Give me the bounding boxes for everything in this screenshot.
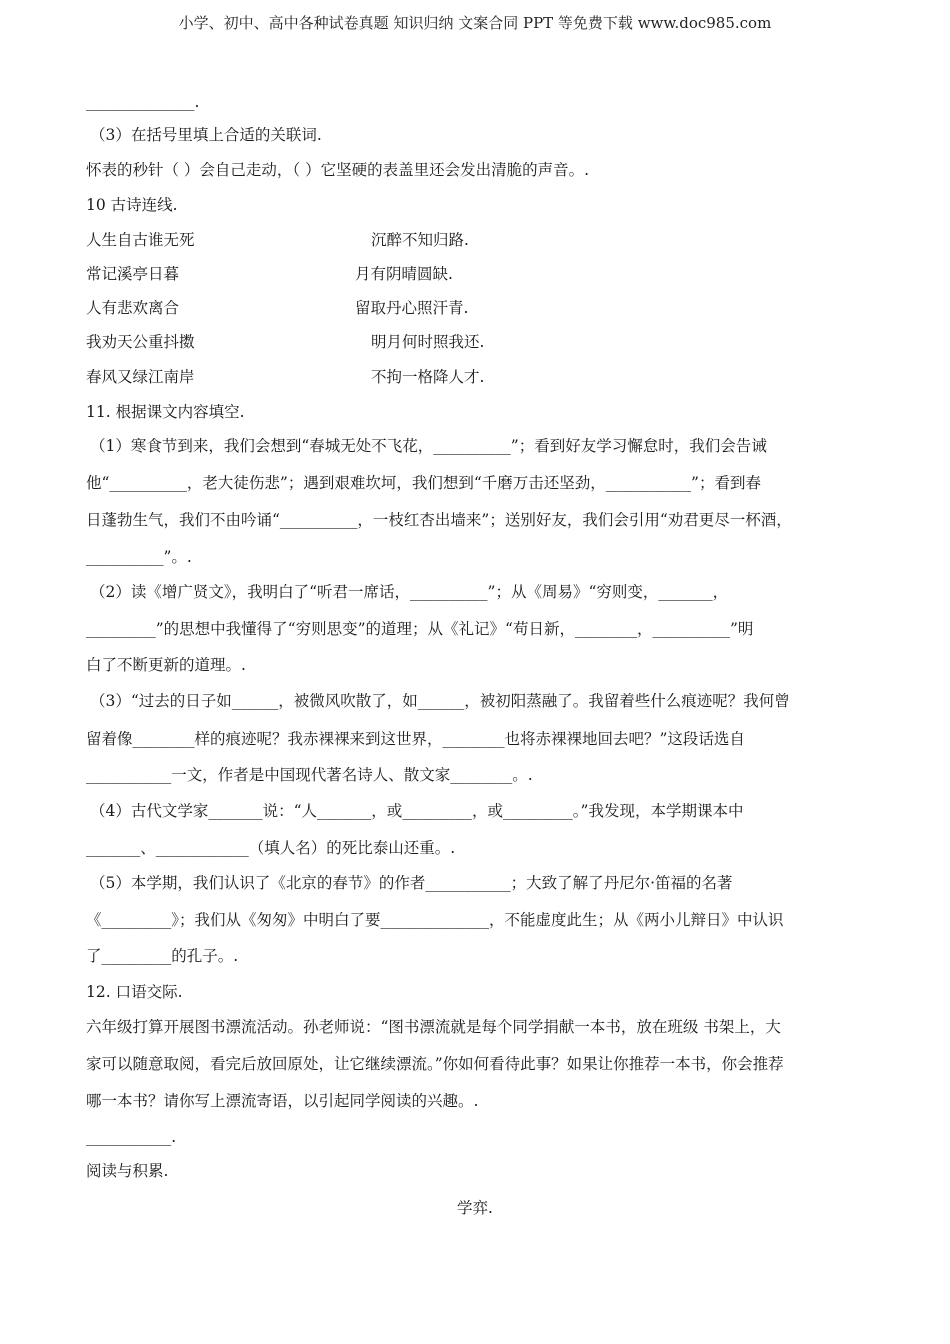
poem-left: 常记溪亭日暮: [86, 265, 180, 283]
poem-left: 春风又绿江南岸: [86, 368, 195, 386]
poem-left: 人生自古谁无死: [86, 231, 195, 249]
question-heading: 11. 根据课文内容填空.: [86, 403, 245, 421]
question-text: （3）“过去的日子如______，被微风吹散了，如______，被初阳蒸融了。我留着些什么痕迹呢？我何曾: [90, 692, 790, 710]
poem-left: 人有悲欢离合: [86, 299, 180, 317]
question-text: __________”。.: [86, 548, 192, 566]
question-text: 他“__________，老大徒伤悲”；遇到艰难坎坷，我们想到“千磨万击还坚劲，___________”；看到春: [86, 474, 761, 492]
poem-right: 留取丹心照汗青.: [355, 299, 469, 317]
page-header: 小学、初中、高中各种试卷真题 知识归纳 文案合同 PPT 等免费下载 www.doc985.com: [178, 14, 772, 32]
question-text: 了_________的孔子。.: [86, 947, 239, 965]
question-text: ___________一文，作者是中国现代著名诗人、散文家________。.: [86, 766, 533, 784]
question-text: 日蓬勃生气，我们不由吟诵“__________，一枝红杏出墙来”；送别好友，我们会引用“劝君更尽一杯酒，: [86, 511, 792, 529]
question-text: 怀表的秒针（ ）会自己走动，（ ）它坚硬的表盖里还会发出清脆的声音。.: [86, 161, 590, 179]
question-text: （1）寒食节到来，我们会想到“春城无处不飞花，__________”；看到好友学习懈怠时，我们会告诫: [90, 437, 767, 455]
answer-blank: ______________.: [86, 93, 200, 111]
question-text: 留着像________样的痕迹呢？我赤裸裸来到这世界，________也将赤裸裸地回去吧？”这段话选自: [86, 730, 745, 748]
question-heading: 12. 口语交际.: [86, 983, 183, 1001]
question-text: （3）在括号里填上合适的关联词.: [90, 126, 322, 144]
question-text: 家可以随意取阅，看完后放回原处，让它继续漂流。”你如何看待此事？如果让你推荐一本书，你会推荐: [86, 1055, 784, 1073]
passage-title: 学弈.: [457, 1199, 493, 1217]
question-text: （5）本学期，我们认识了《北京的春节》的作者___________；大致了解了丹尼尔·笛福的名著: [90, 874, 733, 892]
poem-left: 我劝天公重抖擞: [86, 333, 195, 351]
answer-blank: ___________.: [86, 1128, 177, 1146]
question-text: _________”的思想中我懂得了“穷则思变”的道理；从《礼记》“苟日新，________，__________”明: [86, 620, 754, 638]
question-heading: 10 古诗连线.: [86, 196, 178, 214]
poem-right: 明月何时照我还.: [371, 333, 485, 351]
section-heading: 阅读与积累.: [86, 1162, 169, 1180]
poem-right: 月有阴晴圆缺.: [355, 265, 453, 283]
poem-right: 沉醉不知归路.: [371, 231, 469, 249]
question-text: （2）读《增广贤文》，我明白了“听君一席话，__________”；从《周易》“穷则变，_______，: [90, 583, 729, 601]
question-text: 六年级打算开展图书漂流活动。孙老师说：“图书漂流就是每个同学捐献一本书，放在班级 书架上，大: [86, 1018, 781, 1036]
question-text: _______、____________（填人名）的死比泰山还重。.: [86, 839, 456, 857]
question-text: 白了不断更新的道理。.: [86, 656, 246, 674]
poem-right: 不拘一格降人才.: [371, 368, 485, 386]
question-text: 哪一本书？请你写上漂流寄语，以引起同学阅读的兴趣。.: [86, 1092, 479, 1110]
question-text: 《_________》；我们从《匆匆》中明白了要______________，不能虚度此生；从《两小儿辩日》中认识: [86, 911, 784, 929]
question-text: （4）古代文学家_______说：“人_______，或_________，或_________。”我发现，本学期课本中: [90, 802, 744, 820]
